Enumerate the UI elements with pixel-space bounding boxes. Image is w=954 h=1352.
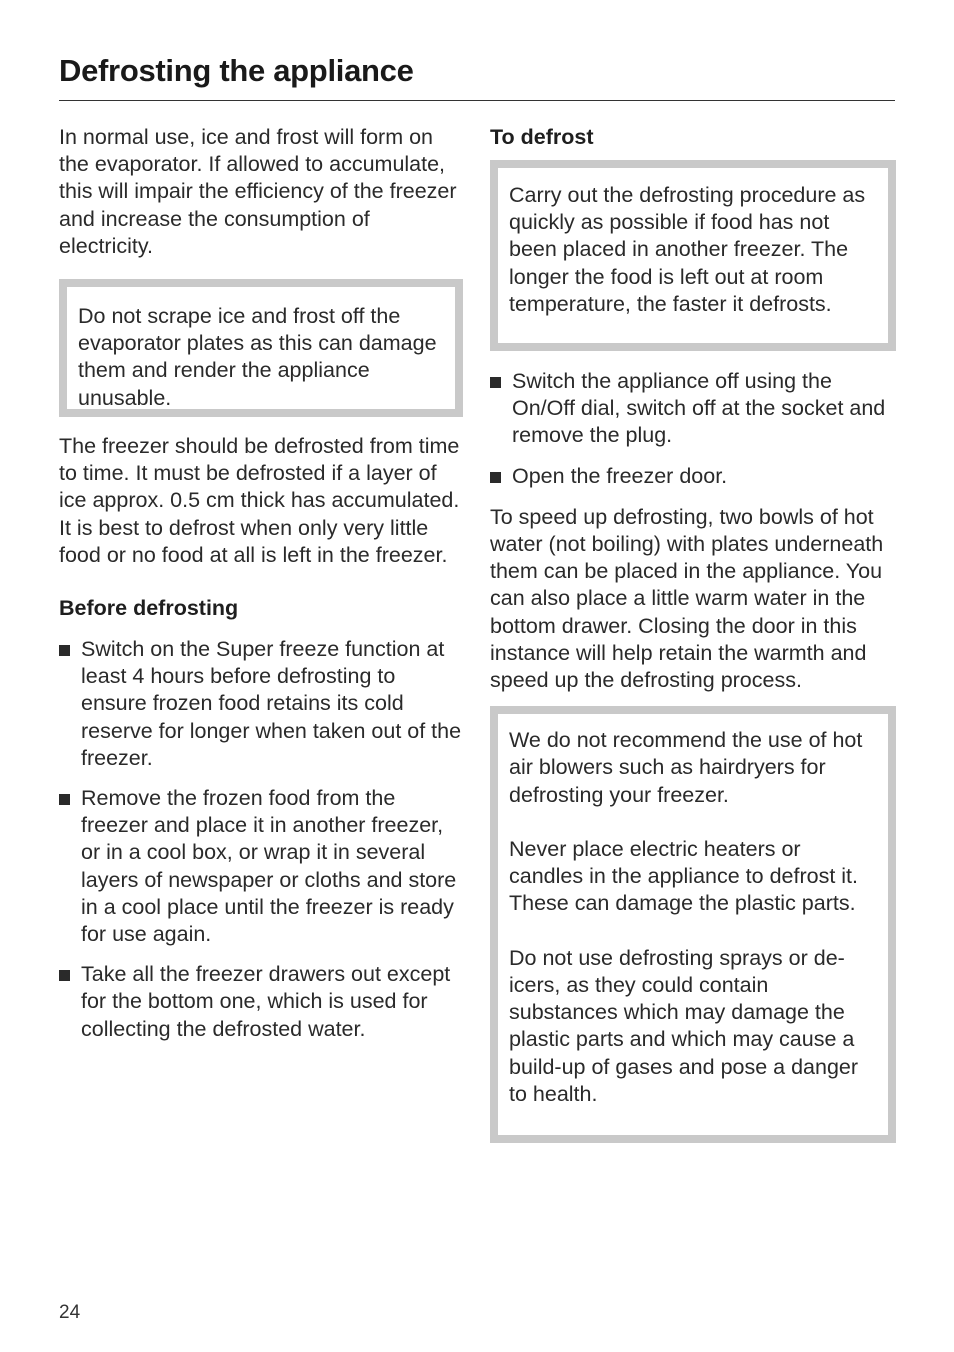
bullet-square-icon (59, 970, 70, 981)
step-text: Open the freezer door. (512, 463, 728, 488)
defrost-speed-note-text: Carry out the defrosting procedure as quickly as possible if food has not been placed in another freezer. The longer the food is left out at room temperature, the faster it defrosts. (509, 183, 866, 316)
bullet-square-icon (490, 472, 501, 483)
hair-dryer-warning: We do not recommend the use of hot air blowers such as hairdryers for defrosting your freezer. (509, 728, 863, 807)
list-item (59, 636, 463, 772)
right-column (490, 124, 896, 1143)
spray-warning: Do not use defrosting sprays or de-icers, as they could contain substances which may damage the plastic parts and which may cause a build-up of gases and pose a danger to health. (509, 945, 859, 1106)
list-item (490, 463, 896, 490)
list-item (490, 368, 896, 450)
list-item (59, 785, 463, 948)
step-text: Remove the frozen food from the freezer and place it in another freezer, or in a cool box, or wrap it in several layers of newspaper or cloths and store in a cool place until the freezer is ready for use again. (81, 786, 457, 947)
safety-warning-box (490, 706, 896, 1143)
before-defrosting-heading: Before defrosting (59, 596, 239, 621)
bullet-square-icon (490, 377, 501, 388)
scraping-warning-box (59, 279, 463, 417)
speed-up-paragraph: To speed up defrosting, two bowls of hot water (not boiling) with plates underneath them can be placed in the appliance. You can also place a little warm water in the bottom drawer. Closing the door in this instance will help retain the warmth and speed up the defrosting process. (490, 504, 884, 693)
step-text: Switch on the Super freeze function at least 4 hours before defrosting to ensure frozen food retains its cold reserve for longer when taken out of the freezer. (81, 637, 462, 770)
scraping-warning-text: Do not scrape ice and frost off the evaporator plates as this can damage them and render the appliance unusable. (78, 304, 437, 410)
title-divider (59, 100, 895, 101)
left-column (59, 124, 463, 1043)
defrost-steps (490, 368, 896, 490)
defrost-speed-note-box (490, 160, 896, 351)
list-item (59, 961, 463, 1043)
bullet-square-icon (59, 645, 70, 656)
bullet-square-icon (59, 794, 70, 805)
step-text: Take all the freezer drawers out except for the bottom one, which is used for collecting the defrosted water. (81, 962, 451, 1041)
step-text: Switch the appliance off using the On/Off dial, switch off at the socket and remove the plug. (512, 369, 886, 448)
page-title: Defrosting the appliance (59, 53, 414, 88)
intro-paragraph: In normal use, ice and frost will form on the evaporator. If allowed to accumulate, this will impair the efficiency of the freezer and increase the consumption of electricity. (59, 125, 457, 258)
before-defrosting-steps (59, 636, 463, 1043)
to-defrost-heading: To defrost (490, 125, 594, 149)
page-number: 24 (59, 1302, 81, 1323)
heater-warning: Never place electric heaters or candles in the appliance to defrost it. These can damage the plastic parts. (509, 837, 858, 916)
defrost-frequency-paragraph: The freezer should be defrosted from time to time. It must be defrosted if a layer of ice approx. 0.5 cm thick has accumulated. It is best to defrost when only very little food or no food at all is left in the freezer. (59, 434, 460, 567)
